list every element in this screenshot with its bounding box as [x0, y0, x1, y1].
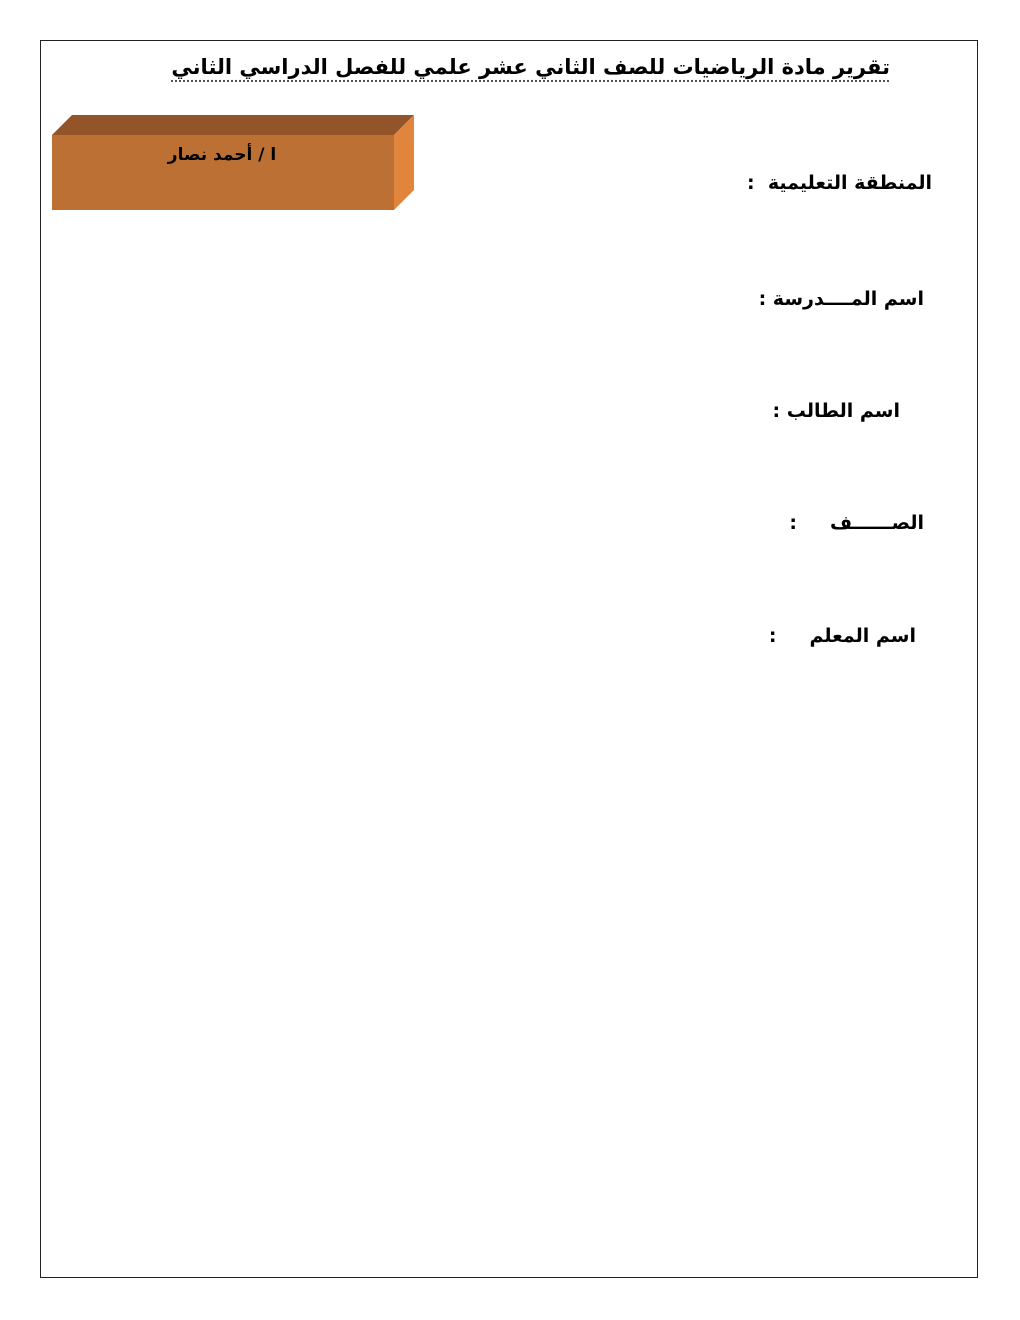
- field-educational-region: المنطقة التعليمية :: [747, 172, 932, 194]
- document-title: تقرير مادة الرياضيات للصف الثاني عشر علمي للفصل الدراسي الثاني: [171, 55, 890, 79]
- page-border: [40, 40, 978, 1278]
- author-badge: [52, 115, 414, 210]
- field-teacher-name: اسم المعلم :: [768, 625, 916, 647]
- field-school-name: اسم المــــدرسة :: [758, 288, 924, 310]
- author-name: ا / أحمد نصار: [167, 145, 277, 165]
- field-class: الصــــــف :: [789, 512, 924, 534]
- field-student-name: اسم الطالب :: [772, 400, 900, 422]
